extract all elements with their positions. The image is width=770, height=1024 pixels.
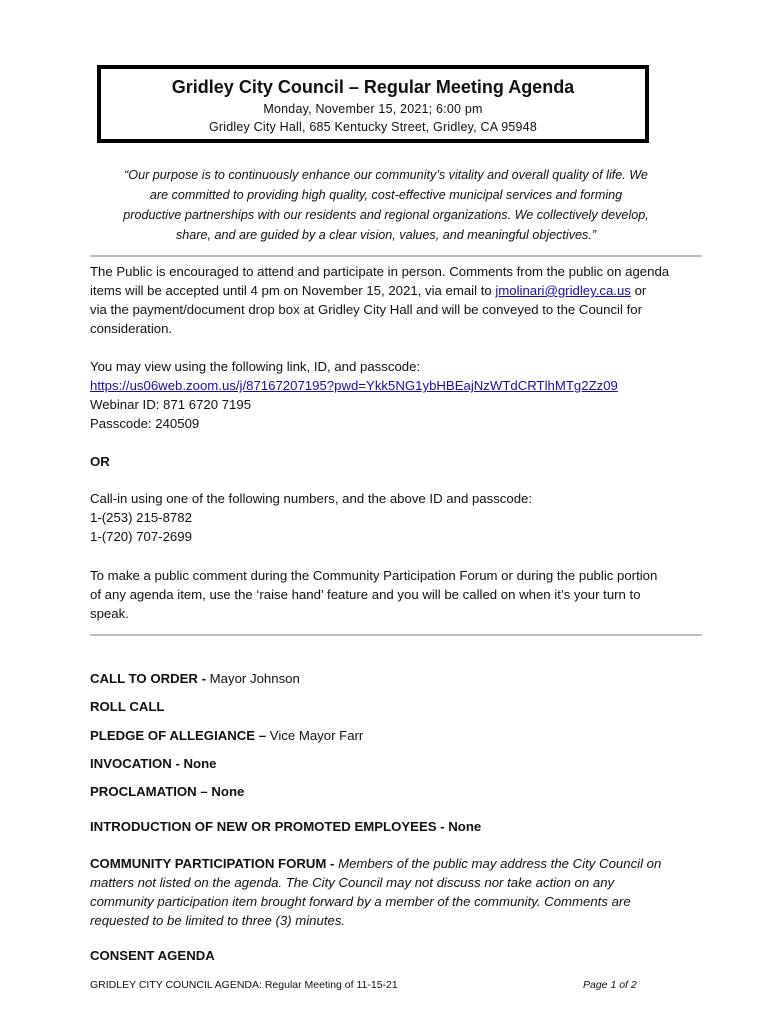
agenda-label: CALL TO ORDER - xyxy=(90,671,210,686)
forum-line: requested to be limited to three (3) minutes. xyxy=(90,913,346,928)
forum-text: Members of the public may address the City Council on xyxy=(338,856,662,871)
forum-line xyxy=(90,854,705,873)
webinar-id: Webinar ID: 871 6720 7195 xyxy=(90,397,252,412)
forum-line: matters not listed on the agenda. The City Council may not discuss nor take action on any xyxy=(90,875,615,890)
meeting-location: Gridley City Hall, 685 Kentucky Street, Gridley, CA 95948 xyxy=(209,120,537,134)
comment-line: speak. xyxy=(90,606,129,621)
comment-note xyxy=(90,566,705,623)
meeting-date: Monday, November 15, 2021; 6:00 pm xyxy=(263,102,483,116)
agenda-value: Vice Mayor Farr xyxy=(269,728,364,743)
mission-line: are committed to providing high quality, cost-effective municipal services and forming xyxy=(149,188,623,202)
divider xyxy=(90,255,702,257)
divider xyxy=(90,634,702,636)
phone-number: 1-(720) 707-2699 xyxy=(90,529,192,544)
agenda-invocation: INVOCATION - None xyxy=(90,756,217,771)
page-title: Gridley City Council – Regular Meeting Agenda xyxy=(171,77,575,97)
agenda-introduction: INTRODUCTION OF NEW OR PROMOTED EMPLOYEES - None xyxy=(90,819,482,834)
page-number: Page 1 of 2 xyxy=(583,979,637,991)
mission-line: share, and are guided by a clear vision, values, and meaningful objectives.” xyxy=(175,228,597,242)
notice-line: The Public is encouraged to attend and participate in person. Comments from the public on agenda xyxy=(90,264,670,279)
agenda-proclamation: PROCLAMATION – None xyxy=(90,784,245,799)
notice-text: or xyxy=(630,283,647,298)
agenda-call-to-order xyxy=(90,669,705,688)
agenda-label: PLEDGE OF ALLEGIANCE – xyxy=(90,728,270,743)
zoom-intro: You may view using the following link, ID, and passcode: xyxy=(90,359,421,374)
agenda-pledge xyxy=(90,726,705,745)
agenda-roll-call: ROLL CALL xyxy=(90,699,165,714)
comment-line: of any agenda item, use the ‘raise hand’ feature and you will be called on when it’s your turn to xyxy=(90,587,641,602)
passcode: Passcode: 240509 xyxy=(90,416,200,431)
or-separator: OR xyxy=(90,454,110,469)
notice-line: consideration. xyxy=(90,321,173,336)
agenda-forum xyxy=(90,854,705,930)
zoom-info xyxy=(90,357,705,433)
agenda-consent: CONSENT AGENDA xyxy=(90,948,215,963)
callin-intro: Call-in using one of the following numbers, and the above ID and passcode: xyxy=(90,491,533,506)
phone-number: 1-(253) 215-8782 xyxy=(90,510,192,525)
agenda-label: COMMUNITY PARTICIPATION FORUM - xyxy=(90,856,339,871)
agenda-value: Mayor Johnson xyxy=(209,671,300,686)
footer-title: GRIDLEY CITY COUNCIL AGENDA: Regular Meeting of 11-15-21 xyxy=(90,979,398,991)
callin-info xyxy=(90,489,705,546)
public-notice xyxy=(90,262,705,338)
mission-statement xyxy=(108,165,664,245)
mission-line: “Our purpose is to continuously enhance our community’s vitality and overall quality of life. We xyxy=(124,168,648,182)
notice-line xyxy=(90,281,705,300)
notice-text: items will be accepted until 4 pm on November 15, 2021, via email to xyxy=(90,283,496,298)
zoom-link[interactable]: https://us06web.zoom.us/j/87167207195?pwd=Ykk5NG1ybHBEajNzWTdCRTlhMTg2Zz09 xyxy=(90,378,618,393)
forum-line: community participation item brought forward by a member of the community. Comments are xyxy=(90,894,631,909)
mission-line: productive partnerships with our residents and regional organizations. We collectively develop, xyxy=(123,208,649,222)
header-box xyxy=(97,65,649,143)
notice-line: via the payment/document drop box at Gridley City Hall and will be conveyed to the Council for xyxy=(90,302,642,317)
comment-line: To make a public comment during the Community Participation Forum or during the public portion xyxy=(90,568,658,583)
email-link[interactable]: jmolinari@gridley.ca.us xyxy=(495,283,631,298)
